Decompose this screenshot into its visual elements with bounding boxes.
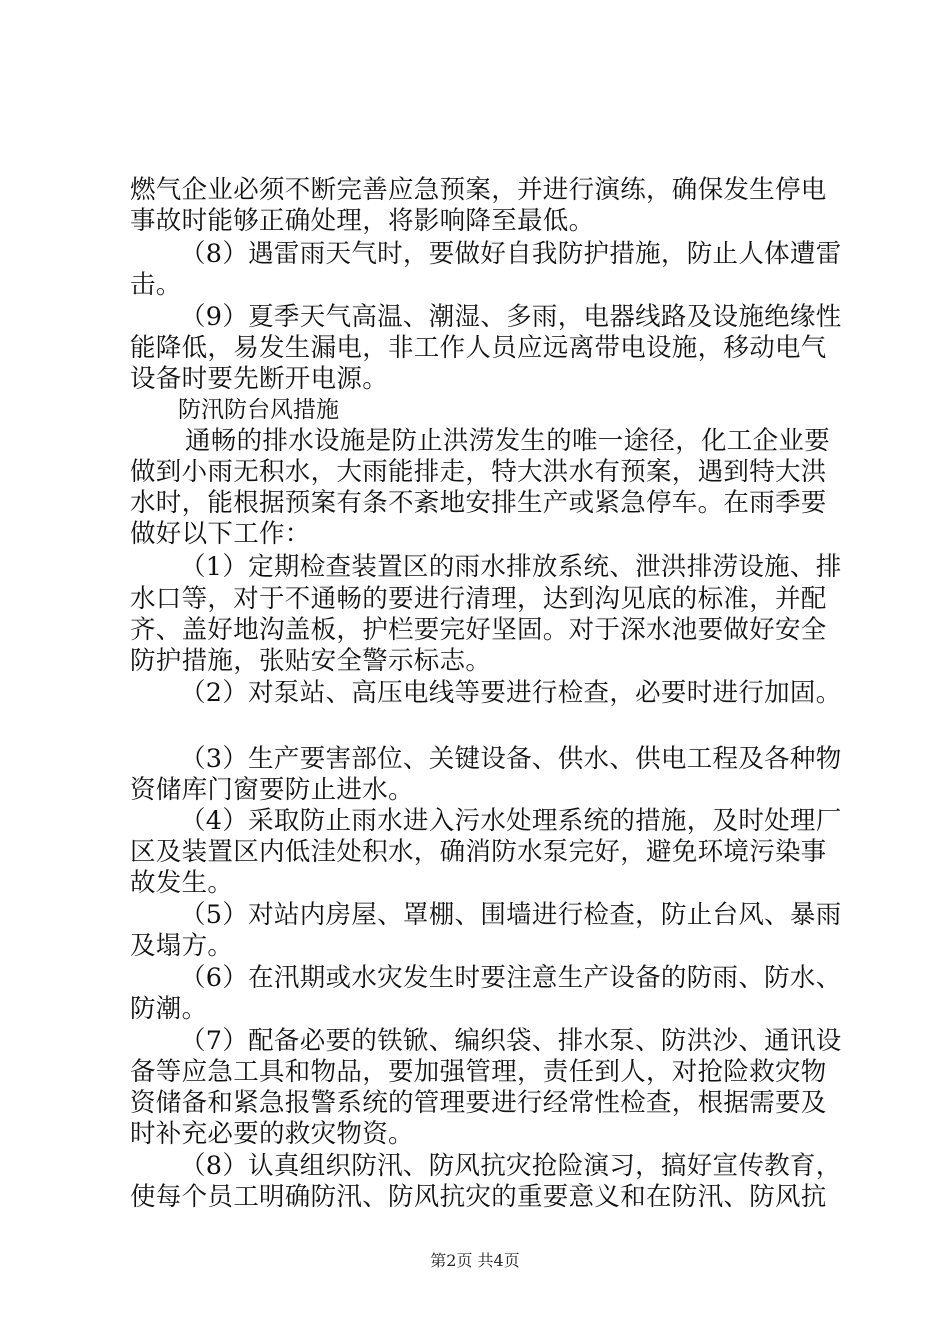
body-line: 做到小雨无积水，大雨能排走，特大洪水有预案，遇到特大洪 — [130, 457, 827, 487]
body-line: 使每个员工明确防汛、防风抗灾的重要意义和在防汛、防风抗 — [130, 1182, 827, 1212]
body-line: 击。 — [130, 270, 182, 300]
list-item-line: （8）认真组织防汛、防风抗灾抢险演习，搞好宣传教育， — [180, 1151, 842, 1181]
body-line: 资储备和紧急报警系统的管理要进行经常性检查，根据需要及 — [130, 1088, 827, 1118]
body-line: 事故时能够正确处理，将影响降至最低。 — [130, 206, 595, 236]
body-line: 防潮。 — [130, 994, 208, 1024]
body-line: 水口等，对于不通畅的要进行清理，达到沟见底的标准，并配 — [130, 584, 827, 614]
list-item-line: （7）配备必要的铁锨、编织袋、排水泵、防洪沙、通讯设 — [180, 1026, 842, 1056]
list-item-line: （9）夏季天气高温、潮湿、多雨，电器线路及设施绝缘性 — [180, 302, 842, 332]
body-line: 资储库门窗要防止进水。 — [130, 775, 414, 805]
list-item-line: （4）采取防止雨水进入污水处理系统的措施，及时处理厂 — [180, 806, 842, 836]
body-line: 燃气企业必须不断完善应急预案，并进行演练，确保发生停电 — [130, 175, 827, 205]
list-item-line: （8）遇雷雨天气时，要做好自我防护措施，防止人体遭雷 — [180, 239, 842, 269]
body-line: 水时，能根据预案有条不紊地安排生产或紧急停车。在雨季要 — [130, 488, 827, 518]
body-line: 能降低，易发生漏电，非工作人员应远离带电设施，移动电气 — [130, 333, 827, 363]
paragraph-first-line: 通畅的排水设施是防止洪涝发生的唯一途径，化工企业要 — [185, 426, 831, 456]
list-item-line: （5）对站内房屋、罩棚、围墙进行检查，防止台风、暴雨 — [180, 900, 842, 930]
list-item-line: （3）生产要害部位、关键设备、供水、供电工程及各种物 — [180, 744, 842, 774]
body-line: 做好以下工作： — [130, 519, 311, 549]
list-item-line: （6）在汛期或水灾发生时要注意生产设备的防雨、防水、 — [180, 963, 842, 993]
body-line: 设备时要先断开电源。 — [130, 364, 389, 394]
body-line: 备等应急工具和物品，要加强管理，责任到人，对抢险救灾物 — [130, 1057, 827, 1087]
list-item-line: （2）对泵站、高压电线等要进行检查，必要时进行加固。 — [180, 678, 842, 708]
body-line: 区及装置区内低洼处积水，确消防水泵完好，避免环境污染事 — [130, 837, 827, 867]
body-line: 齐、盖好地沟盖板，护栏要完好坚固。对于深水池要做好安全 — [130, 615, 827, 645]
list-item-line: （1）定期检查装置区的雨水排放系统、泄洪排涝设施、排 — [180, 552, 842, 582]
section-heading: 防汛防台风措施 — [178, 397, 339, 423]
body-line: 故发生。 — [130, 868, 234, 898]
body-line: 时补充必要的救灾物资。 — [130, 1119, 414, 1149]
body-line: 防护措施，张贴安全警示标志。 — [130, 646, 492, 676]
body-line: 及塌方。 — [130, 931, 234, 961]
page-number-footer: 第2页 共4页 — [430, 1251, 520, 1270]
